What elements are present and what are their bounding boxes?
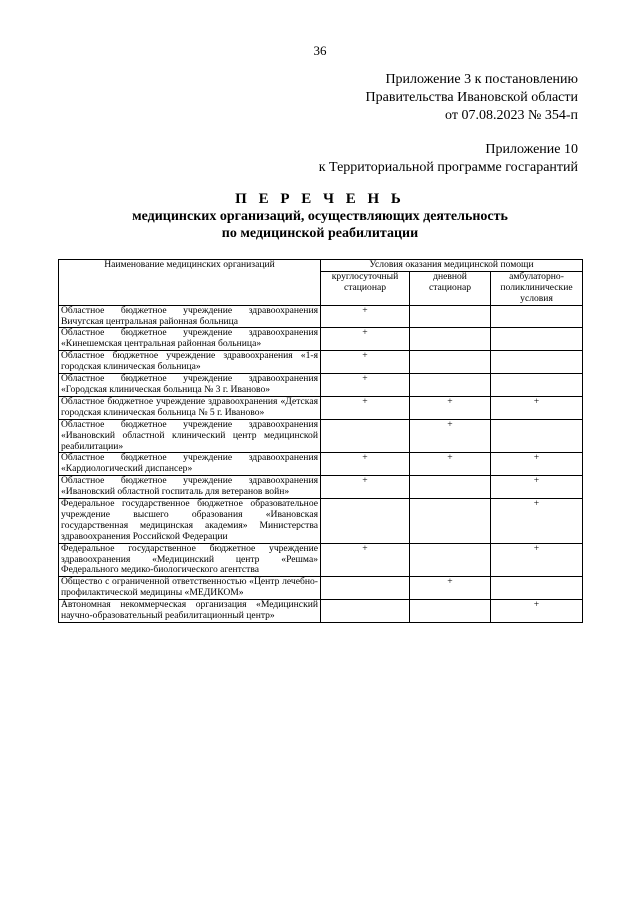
mark-round-the-clock: + [321, 328, 410, 351]
mark-round-the-clock [321, 419, 410, 453]
organization-name: Областное бюджетное учреждение здравоохранения «Ивановский областной госпиталь для ветеранов войн» [59, 476, 321, 499]
mark-outpatient [491, 328, 583, 351]
organization-name: Областное бюджетное учреждение здравоохранения «1-я городская клиническая больница» [59, 351, 321, 374]
table-row [59, 374, 583, 397]
appendix-resolution-line-1: Приложение 3 к постановлению [385, 72, 578, 87]
mark-round-the-clock: + [321, 476, 410, 499]
mark-outpatient [491, 374, 583, 397]
organization-name: Федеральное государственное бюджетное учреждение здравоохранения «Медицинский центр «Решма» Федерального медико-биологического агентства [59, 543, 321, 577]
appendix-program-line-1: Приложение 10 [485, 142, 578, 157]
document-title [0, 190, 640, 242]
mark-outpatient [491, 577, 583, 600]
mark-round-the-clock: + [321, 351, 410, 374]
mark-outpatient [491, 419, 583, 453]
appendix-program-line-2: к Территориальной программе госгарантий [318, 160, 578, 175]
organizations-table [58, 259, 583, 623]
organization-name: Областное бюджетное учреждение здравоохранения «Кардиологический диспансер» [59, 453, 321, 476]
appendix-resolution-line-2: Правительства Ивановской области [365, 90, 578, 105]
mark-day-hospital [410, 351, 491, 374]
mark-outpatient: + [491, 476, 583, 499]
mark-round-the-clock: + [321, 543, 410, 577]
mark-outpatient [491, 305, 583, 328]
mark-outpatient: + [491, 543, 583, 577]
table-row [59, 499, 583, 544]
appendix-resolution [366, 71, 578, 125]
organization-name: Общество с ограниченной ответственностью «Центр лечебно-профилактической медицины «МЕДИКОМ» [59, 577, 321, 600]
mark-day-hospital: + [410, 453, 491, 476]
table-row [59, 351, 583, 374]
table-row [59, 543, 583, 577]
organization-name: Областное бюджетное учреждение здравоохранения «Ивановский областной клинический центр медицинской реабилитации» [59, 419, 321, 453]
mark-round-the-clock [321, 499, 410, 544]
organization-name: Автономная некоммерческая организация «Медицинский научно-образовательный реабилитационный центр» [59, 600, 321, 623]
title-line-3: по медицинской реабилитации [221, 226, 419, 241]
mark-day-hospital [410, 600, 491, 623]
mark-round-the-clock [321, 600, 410, 623]
mark-day-hospital [410, 328, 491, 351]
mark-outpatient: + [491, 396, 583, 419]
header-care-conditions: Условия оказания медицинской помощи [321, 260, 583, 272]
mark-outpatient: + [491, 499, 583, 544]
mark-outpatient: + [491, 600, 583, 623]
table-row [59, 328, 583, 351]
title-main: П Е Р Е Ч Е Н Ь [235, 191, 405, 207]
mark-day-hospital: + [410, 396, 491, 419]
mark-outpatient [491, 351, 583, 374]
page-number: 36 [313, 43, 327, 58]
organization-name: Областное бюджетное учреждение здравоохранения «Детская городская клиническая больница № 5 г. Иваново» [59, 396, 321, 419]
table-row [59, 577, 583, 600]
header-round-the-clock-hospital: круглосуточный стационар [321, 271, 410, 305]
mark-day-hospital [410, 499, 491, 544]
organization-name: Областное бюджетное учреждение здравоохранения «Городская клиническая больница № 3 г. Иваново» [59, 374, 321, 397]
header-day-hospital: дневной стационар [410, 271, 491, 305]
organization-name: Областное бюджетное учреждение здравоохранения «Кинешемская центральная районная больница» [59, 328, 321, 351]
mark-day-hospital [410, 543, 491, 577]
mark-day-hospital: + [410, 419, 491, 453]
mark-outpatient: + [491, 453, 583, 476]
appendix-program [319, 141, 578, 177]
mark-round-the-clock: + [321, 396, 410, 419]
appendix-resolution-line-3: от 07.08.2023 № 354-п [445, 108, 578, 123]
title-line-2: медицинских организаций, осуществляющих деятельность [132, 209, 508, 224]
organization-name: Федеральное государственное бюджетное образовательное учреждение высшего образования «Ивановская государственная медицинская академия» Министерства здравоохранения Российской Федерации [59, 499, 321, 544]
table-row [59, 305, 583, 328]
mark-day-hospital [410, 374, 491, 397]
mark-day-hospital [410, 476, 491, 499]
mark-round-the-clock: + [321, 374, 410, 397]
table-row [59, 600, 583, 623]
mark-day-hospital [410, 305, 491, 328]
table-row [59, 476, 583, 499]
organization-name: Областное бюджетное учреждение здравоохранения Вичугская центральная районная больница [59, 305, 321, 328]
header-outpatient: амбулаторно-поликлинические условия [491, 271, 583, 305]
mark-day-hospital: + [410, 577, 491, 600]
mark-round-the-clock: + [321, 453, 410, 476]
table-row [59, 396, 583, 419]
mark-round-the-clock: + [321, 305, 410, 328]
table-row [59, 453, 583, 476]
header-organization-name: Наименование медицинских организаций [59, 260, 321, 306]
table-row [59, 419, 583, 453]
mark-round-the-clock [321, 577, 410, 600]
